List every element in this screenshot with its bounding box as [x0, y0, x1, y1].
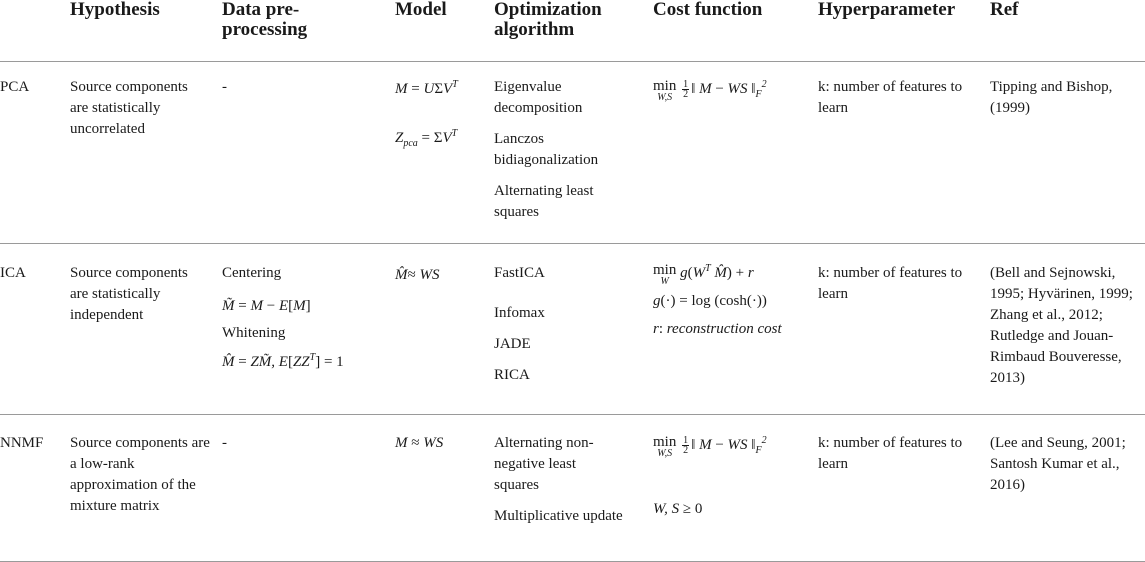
hypothesis-cell: Source components are statistically independent [70, 265, 188, 323]
preprocessing-item: Whitening [222, 325, 286, 341]
header-preprocessing: Data pre- processing [222, 0, 308, 40]
cost-cell [653, 435, 767, 520]
algorithm-item: JADE [494, 336, 531, 352]
row-divider [0, 243, 1145, 244]
cost-equation: g(·) = log (cosh(·)) [653, 293, 767, 309]
model-equation: M̂≈ WS [395, 267, 440, 283]
preprocessing-cell: - [222, 79, 227, 95]
ref-cell: (Lee and Seung, 2001; Santosh Kumar et al., 2016) [990, 435, 1126, 493]
algorithm-item: FastICA [494, 265, 545, 281]
model-equation: $M = U\Sigma V^T$ [395, 79, 458, 97]
cost-cell [653, 263, 782, 340]
ref-cell: Tipping and Bishop, (1999) [990, 79, 1113, 116]
algorithm-item: Alternating non-negative least squares [494, 435, 594, 493]
cost-equation: min W $g(W^T$ M̂) + r [653, 262, 754, 287]
ref-cell: (Bell and Sejnowski, 1995; Hyvärinen, 1999; Zhang et al., 2012; Rutledge and Jouan-Rimbaud Bouveresse, 2013) [990, 265, 1133, 386]
method-name: NNMF [0, 435, 44, 451]
preprocessing-equation: M̃ = M − E[M] [222, 298, 311, 314]
preprocessing-cell: - [222, 435, 227, 451]
model-cell [395, 265, 439, 286]
algorithm-item: Alternating least squares [494, 183, 594, 220]
algorithm-item: RICA [494, 367, 530, 383]
preprocessing-equation: M̂ = ZM̃, $E[ZZ^T] = 1$ [222, 352, 344, 370]
hyperparameter-cell: k: number of features to learn [818, 435, 963, 472]
header-model: Model [395, 0, 447, 20]
cost-equation: min W,S $\frac{1}{2}$ ‖ M − WS $‖_F^2$ [653, 78, 767, 103]
method-name: ICA [0, 265, 26, 281]
algorithm-item: Infomax [494, 305, 545, 321]
cost-cell [653, 79, 767, 103]
header-hypothesis: Hypothesis [70, 0, 160, 20]
hypothesis-cell: Source components are a low-rank approximation of the mixture matrix [70, 435, 210, 514]
algorithm-cell [494, 263, 624, 386]
model-cell [395, 433, 443, 454]
hyperparameter-cell: k: number of features to learn [818, 265, 963, 302]
header-hyperparameter: Hyperparameter [818, 0, 956, 20]
algorithm-cell [494, 433, 624, 527]
header-optimization: Optimization algorithm [494, 0, 602, 40]
header-ref: Ref [990, 0, 1019, 20]
preprocessing-cell [222, 263, 392, 373]
hyperparameter-cell: k: number of features to learn [818, 79, 963, 116]
row-divider [0, 414, 1145, 415]
header-cost: Cost function [653, 0, 763, 20]
method-name: PCA [0, 79, 30, 95]
cost-equation: min W,S $\frac{1}{2}$ ‖ M − WS $‖_F^2$ [653, 434, 767, 459]
algorithm-cell [494, 77, 624, 223]
preprocessing-item: Centering [222, 265, 282, 281]
hypothesis-cell: Source components are statistically uncorrelated [70, 79, 188, 137]
algorithm-item: Multiplicative update [494, 508, 623, 524]
model-equation: $Z_{pca} = \Sigma V^T$ [395, 128, 458, 149]
algorithm-item: Eigenvalue decomposition [494, 79, 583, 116]
cost-equation: r: reconstruction cost [653, 321, 782, 337]
model-cell [395, 77, 458, 149]
cost-equation: W, S ≥ 0 [653, 501, 703, 517]
header-rule [0, 61, 1145, 62]
model-equation: M ≈ WS [395, 435, 444, 451]
algorithm-item: Lanczos bidiagonalization [494, 131, 599, 168]
